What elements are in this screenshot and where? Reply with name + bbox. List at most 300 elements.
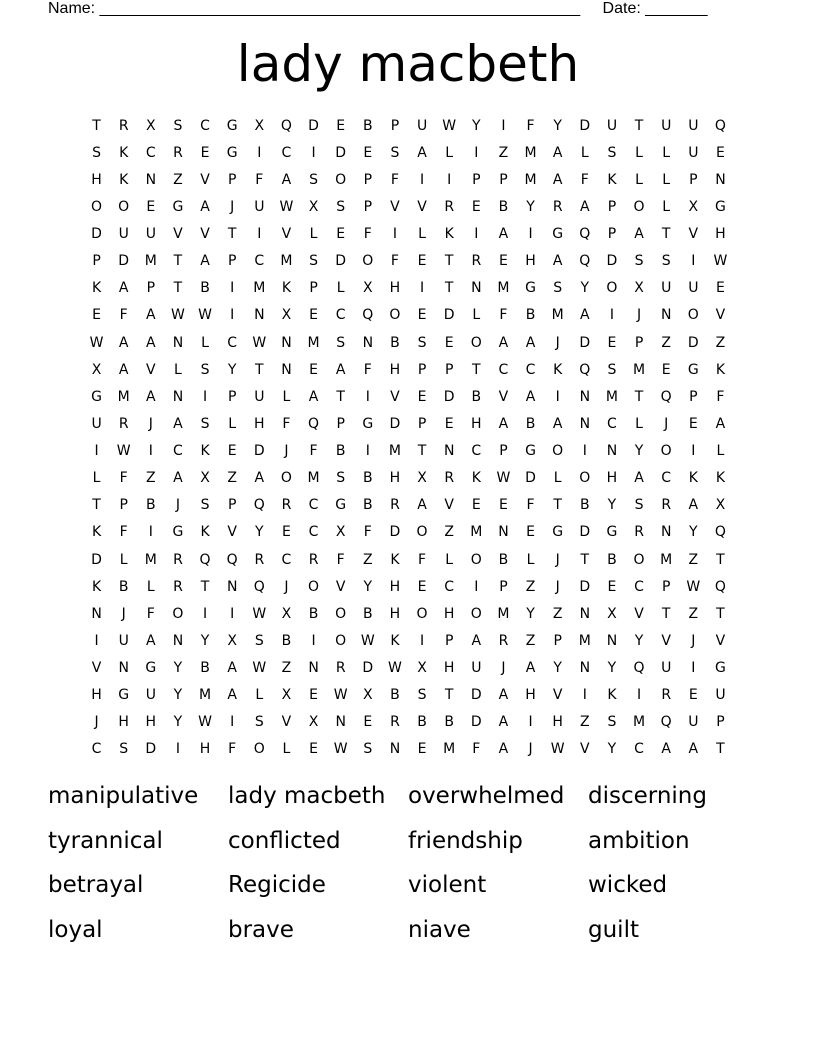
grid-letter: C xyxy=(200,117,210,134)
grid-letter: T xyxy=(580,551,590,568)
grid-letter: W xyxy=(333,687,348,704)
grid-letter: M xyxy=(524,171,537,188)
grid-letter: A xyxy=(200,253,210,270)
grid-letter: G xyxy=(525,443,536,460)
grid-letter: Y xyxy=(634,632,644,649)
grid-letter: L xyxy=(282,388,291,405)
grid-letter: H xyxy=(389,361,401,378)
grid-letter: L xyxy=(580,144,589,161)
grid-letter: N xyxy=(606,632,618,649)
grid-letter: D xyxy=(253,443,265,460)
grid-letter: O xyxy=(687,307,699,324)
grid-letter: C xyxy=(525,361,536,378)
grid-letter: C xyxy=(281,144,292,161)
grid-letter: G xyxy=(362,415,374,432)
grid-letter: J xyxy=(691,632,696,649)
grid-letter: M xyxy=(497,280,510,297)
grid-letter: I xyxy=(419,171,425,188)
grid-letter: Y xyxy=(363,578,373,595)
word-list-item: ambition xyxy=(588,827,690,854)
grid-letter: V xyxy=(173,226,183,243)
grid-letter: G xyxy=(172,198,184,215)
grid-letter: W xyxy=(252,605,267,622)
grid-letter: A xyxy=(118,334,129,351)
grid-letter: T xyxy=(634,388,644,405)
grid-letter: O xyxy=(633,551,645,568)
grid-letter: R xyxy=(661,687,672,704)
grid-letter: H xyxy=(443,660,455,677)
grid-letter: E xyxy=(688,687,698,704)
grid-letter: N xyxy=(91,605,102,622)
grid-letter: A xyxy=(525,388,536,405)
grid-letter: B xyxy=(363,605,373,622)
grid-letter: N xyxy=(172,388,184,405)
grid-letter: V xyxy=(498,388,509,405)
grid-letter: H xyxy=(471,415,482,432)
grid-letter: E xyxy=(444,334,454,351)
word-list-item: friendship xyxy=(408,827,523,854)
grid-letter: E xyxy=(363,144,373,161)
grid-letter: B xyxy=(363,117,373,134)
grid-letter: Y xyxy=(607,497,617,514)
grid-letter: H xyxy=(254,415,265,432)
grid-letter: F xyxy=(418,551,427,568)
grid-letter: I xyxy=(582,443,587,460)
grid-letter: S xyxy=(309,253,318,270)
grid-letter: O xyxy=(253,741,265,758)
grid-letter: F xyxy=(255,171,264,188)
grid-letter: S xyxy=(309,171,318,188)
grid-letter: F xyxy=(119,470,128,487)
grid-letter: B xyxy=(498,551,509,568)
grid-letter: R xyxy=(173,144,183,161)
grid-letter: L xyxy=(255,687,264,704)
grid-letter: R xyxy=(498,632,509,649)
grid-letter: Y xyxy=(227,361,237,378)
grid-letter: T xyxy=(553,497,562,514)
grid-letter: Y xyxy=(173,714,183,731)
grid-letter: Y xyxy=(173,660,183,677)
grid-letter: H xyxy=(606,470,618,487)
grid-letter: Z xyxy=(227,470,237,487)
word-list-item: wicked xyxy=(588,872,668,898)
grid-letter: K xyxy=(553,361,563,378)
grid-letter: Z xyxy=(580,714,590,731)
grid-letter: E xyxy=(92,307,101,324)
grid-letter: G xyxy=(552,524,564,541)
grid-letter: M xyxy=(551,307,564,324)
grid-letter: Y xyxy=(634,443,644,460)
grid-letter: X xyxy=(227,632,237,649)
word-list-item: betrayal xyxy=(48,872,144,898)
grid-letter: Q xyxy=(660,388,672,405)
grid-letter: V xyxy=(552,687,563,704)
grid-letter: R xyxy=(308,551,319,568)
grid-letter: F xyxy=(282,415,291,432)
grid-letter: F xyxy=(363,524,372,541)
grid-letter: I xyxy=(175,741,180,758)
grid-letter: U xyxy=(661,280,672,297)
grid-letter: G xyxy=(606,524,618,541)
grid-letter: D xyxy=(335,144,347,161)
grid-letter: D xyxy=(579,334,591,351)
grid-letter: O xyxy=(470,334,482,351)
grid-letter: E xyxy=(499,497,508,514)
grid-letter: U xyxy=(606,117,618,134)
grid-letter: A xyxy=(281,171,292,188)
grid-letter: E xyxy=(363,714,373,731)
grid-letter: A xyxy=(118,280,129,297)
grid-letter: I xyxy=(501,117,506,134)
grid-letter: P xyxy=(390,117,400,134)
grid-letter: V xyxy=(281,226,292,243)
grid-letter: U xyxy=(145,226,156,243)
grid-letter: N xyxy=(118,660,129,677)
word-list-item: violent xyxy=(408,872,487,898)
grid-letter: S xyxy=(119,741,129,758)
grid-letter: E xyxy=(417,307,427,324)
grid-letter: A xyxy=(498,741,509,758)
grid-letter: Z xyxy=(552,605,563,622)
grid-letter: P xyxy=(472,171,481,188)
grid-letter: L xyxy=(282,741,291,758)
grid-letter: U xyxy=(661,660,672,677)
grid-letter: X xyxy=(281,605,292,622)
grid-letter: G xyxy=(226,144,238,161)
grid-letter: B xyxy=(308,605,319,622)
grid-letter: J xyxy=(121,605,126,622)
grid-letter: W xyxy=(333,741,348,758)
grid-letter: Q xyxy=(714,117,726,134)
grid-letter: L xyxy=(662,198,671,215)
grid-letter: I xyxy=(94,443,99,460)
grid-letter: S xyxy=(607,144,617,161)
grid-letter: X xyxy=(363,687,373,704)
grid-letter: T xyxy=(200,578,210,595)
grid-letter: K xyxy=(607,171,617,188)
grid-letter: V xyxy=(715,307,726,324)
grid-letter: Q xyxy=(362,307,374,324)
grid-letter: C xyxy=(498,361,509,378)
grid-letter: M xyxy=(253,280,266,297)
grid-letter: L xyxy=(445,551,454,568)
grid-letter: E xyxy=(417,388,427,405)
grid-letter: B xyxy=(390,334,400,351)
grid-letter: B xyxy=(146,497,156,514)
grid-letter: L xyxy=(309,226,318,243)
grid-letter: K xyxy=(607,687,617,704)
grid-letter: R xyxy=(390,714,400,731)
grid-letter: P xyxy=(227,497,237,514)
grid-letter: B xyxy=(580,497,590,514)
grid-letter: R xyxy=(661,497,672,514)
grid-letter: I xyxy=(392,226,397,243)
grid-letter: W xyxy=(496,470,511,487)
grid-letter: W xyxy=(550,741,565,758)
grid-letter: D xyxy=(470,687,482,704)
grid-letter: Y xyxy=(173,687,183,704)
grid-letter: Q xyxy=(253,497,265,514)
grid-letter: Z xyxy=(173,171,183,188)
grid-letter: Q xyxy=(226,551,238,568)
grid-letter: K xyxy=(91,524,102,541)
grid-letter: I xyxy=(691,443,696,460)
grid-letter: K xyxy=(715,361,726,378)
grid-letter: E xyxy=(309,307,318,324)
grid-letter: P xyxy=(444,632,454,649)
grid-letter: Y xyxy=(526,198,535,215)
grid-letter: J xyxy=(636,307,642,324)
date-field: Date: _______ xyxy=(602,0,708,17)
grid-letter: A xyxy=(661,741,671,758)
grid-letter: V xyxy=(688,226,699,243)
grid-letter: W xyxy=(388,660,402,677)
grid-letter: S xyxy=(92,144,101,161)
word-list-item: lady macbeth xyxy=(228,783,386,809)
grid-letter: P xyxy=(716,714,725,731)
grid-letter: V xyxy=(227,524,237,541)
grid-letter: P xyxy=(607,198,617,215)
grid-letter: A xyxy=(525,660,536,677)
grid-letter: B xyxy=(525,415,536,432)
grid-letter: F xyxy=(390,171,399,188)
grid-letter: X xyxy=(688,198,699,215)
grid-letter: R xyxy=(444,470,455,487)
grid-letter: E xyxy=(716,280,725,297)
grid-letter: P xyxy=(661,578,671,595)
grid-letter: H xyxy=(199,741,211,758)
grid-letter: D xyxy=(687,334,699,351)
grid-letter: J xyxy=(284,578,289,595)
grid-letter: Z xyxy=(688,551,699,568)
grid-letter: N xyxy=(443,443,455,460)
grid-letter: E xyxy=(336,226,346,243)
grid-letter: I xyxy=(311,632,316,649)
grid-letter: K xyxy=(444,226,454,243)
grid-letter: H xyxy=(389,280,401,297)
word-list-item: tyrannical xyxy=(48,827,163,854)
grid-letter: I xyxy=(148,524,153,541)
grid-letter: E xyxy=(227,443,237,460)
grid-letter: Q xyxy=(579,226,591,243)
grid-letter: I xyxy=(582,687,587,704)
grid-letter: U xyxy=(715,687,726,704)
grid-letter: O xyxy=(660,443,672,460)
grid-letter: I xyxy=(311,144,316,161)
grid-letter: T xyxy=(173,280,183,297)
grid-letter: L xyxy=(635,171,643,188)
grid-letter: F xyxy=(580,171,589,188)
grid-letter: A xyxy=(498,687,509,704)
grid-letter: N xyxy=(471,280,482,297)
grid-letter: V xyxy=(335,578,346,595)
grid-letter: D xyxy=(443,307,455,324)
grid-letter: L xyxy=(716,443,725,460)
grid-letter: D xyxy=(118,253,130,270)
grid-letter: S xyxy=(661,253,671,270)
grid-letter: T xyxy=(716,741,725,758)
grid-letter: W xyxy=(360,632,375,649)
grid-letter: N xyxy=(579,388,591,405)
grid-letter: O xyxy=(308,578,320,595)
grid-letter: R xyxy=(471,253,482,270)
grid-letter: P xyxy=(499,578,508,595)
grid-letter: A xyxy=(498,415,509,432)
grid-letter: Y xyxy=(553,117,562,134)
grid-letter: Y xyxy=(580,280,590,297)
grid-letter: Z xyxy=(661,334,671,351)
grid-letter: N xyxy=(606,443,618,460)
grid-letter: X xyxy=(91,361,102,378)
grid-letter: O xyxy=(280,470,292,487)
grid-letter: T xyxy=(661,226,671,243)
grid-letter: F xyxy=(526,117,535,134)
grid-letter: K xyxy=(119,171,129,188)
grid-letter: A xyxy=(552,415,563,432)
grid-letter: P xyxy=(499,171,508,188)
grid-letter: D xyxy=(389,524,401,541)
grid-letter: D xyxy=(470,714,482,731)
grid-letter: X xyxy=(281,307,292,324)
grid-letter: J xyxy=(555,334,560,351)
grid-letter: A xyxy=(580,307,590,324)
grid-letter: I xyxy=(555,388,560,405)
grid-letter: Z xyxy=(525,578,536,595)
grid-letter: N xyxy=(498,524,509,541)
grid-letter: R xyxy=(118,415,129,432)
grid-letter: C xyxy=(634,578,644,595)
grid-letter: K xyxy=(91,280,102,297)
grid-letter: K xyxy=(200,524,210,541)
grid-letter: F xyxy=(526,497,535,514)
grid-letter: W xyxy=(252,660,267,677)
grid-letter: I xyxy=(148,443,153,460)
grid-letter: W xyxy=(252,334,267,351)
grid-letter: L xyxy=(553,470,562,487)
grid-letter: V xyxy=(417,198,427,215)
grid-letter: M xyxy=(605,388,618,405)
grid-letter: G xyxy=(335,497,347,514)
grid-letter: S xyxy=(200,497,210,514)
grid-letter: H xyxy=(525,687,536,704)
grid-letter: A xyxy=(200,198,210,215)
grid-letter: D xyxy=(579,117,591,134)
grid-letter: S xyxy=(553,280,563,297)
word-list-item: manipulative xyxy=(48,783,199,809)
grid-letter: E xyxy=(688,415,698,432)
grid-letter: Y xyxy=(607,660,617,677)
grid-letter: O xyxy=(91,198,103,215)
grid-letter: A xyxy=(688,741,699,758)
grid-letter: O xyxy=(633,198,645,215)
grid-letter: G xyxy=(172,524,184,541)
grid-letter: Y xyxy=(553,660,562,677)
grid-letter: I xyxy=(474,144,479,161)
grid-letter: E xyxy=(607,334,617,351)
grid-letter: T xyxy=(661,605,671,622)
grid-letter: Q xyxy=(660,714,672,731)
grid-letter: P xyxy=(227,171,237,188)
grid-letter: F xyxy=(336,551,345,568)
grid-letter: I xyxy=(257,226,262,243)
grid-letter: Z xyxy=(281,660,292,677)
grid-letter: C xyxy=(661,470,672,487)
grid-letter: M xyxy=(470,524,483,541)
grid-letter: A xyxy=(634,226,644,243)
grid-letter: M xyxy=(307,334,320,351)
grid-letter: M xyxy=(280,253,293,270)
grid-letter: X xyxy=(417,470,427,487)
grid-letter: P xyxy=(363,198,373,215)
grid-letter: P xyxy=(146,280,156,297)
grid-letter: D xyxy=(308,117,319,134)
grid-letter: X xyxy=(281,687,292,704)
grid-letter: R xyxy=(254,551,265,568)
grid-letter: Q xyxy=(253,578,265,595)
grid-letter: A xyxy=(498,226,509,243)
grid-letter: I xyxy=(474,226,479,243)
grid-letter: E xyxy=(444,415,454,432)
grid-letter: D xyxy=(362,660,374,677)
grid-letter: G xyxy=(118,687,130,704)
grid-letter: J xyxy=(284,443,289,460)
grid-letter: V xyxy=(390,388,400,405)
grid-letter: N xyxy=(579,415,591,432)
grid-letter: A xyxy=(146,632,156,649)
grid-letter: N xyxy=(715,171,726,188)
grid-letter: Z xyxy=(444,524,454,541)
grid-letter: O xyxy=(552,443,564,460)
grid-letter: V xyxy=(200,226,210,243)
grid-letter: K xyxy=(471,470,481,487)
grid-letter: C xyxy=(145,144,156,161)
grid-letter: F xyxy=(363,361,372,378)
grid-letter: S xyxy=(336,198,346,215)
grid-letter: O xyxy=(606,280,618,297)
grid-letter: V xyxy=(634,605,644,622)
grid-letter: Q xyxy=(714,524,726,541)
grid-letter: T xyxy=(92,497,101,514)
grid-letter: M xyxy=(497,605,510,622)
grid-letter: X xyxy=(634,280,644,297)
grid-letter: X xyxy=(308,714,319,731)
grid-letter: N xyxy=(579,605,591,622)
grid-letter: I xyxy=(419,632,425,649)
grid-letter: W xyxy=(279,198,294,215)
word-list-item: overwhelmed xyxy=(408,783,565,809)
grid-letter: R xyxy=(335,660,346,677)
grid-letter: B xyxy=(118,578,129,595)
grid-letter: O xyxy=(416,524,428,541)
grid-letter: Q xyxy=(280,117,292,134)
grid-letter: M xyxy=(633,361,646,378)
grid-letter: L xyxy=(228,415,237,432)
grid-letter: V xyxy=(444,497,454,514)
grid-letter: W xyxy=(116,443,131,460)
grid-letter: A xyxy=(525,334,536,351)
grid-letter: B xyxy=(471,388,482,405)
grid-letter: S xyxy=(200,361,210,378)
grid-letter: X xyxy=(335,524,346,541)
grid-letter: U xyxy=(91,415,102,432)
grid-letter: I xyxy=(257,144,262,161)
grid-letter: N xyxy=(254,307,265,324)
grid-letter: F xyxy=(146,605,155,622)
grid-letter: E xyxy=(526,524,535,541)
word-list-item: conflicted xyxy=(228,827,341,854)
grid-letter: K xyxy=(281,280,292,297)
grid-letter: U xyxy=(118,226,129,243)
